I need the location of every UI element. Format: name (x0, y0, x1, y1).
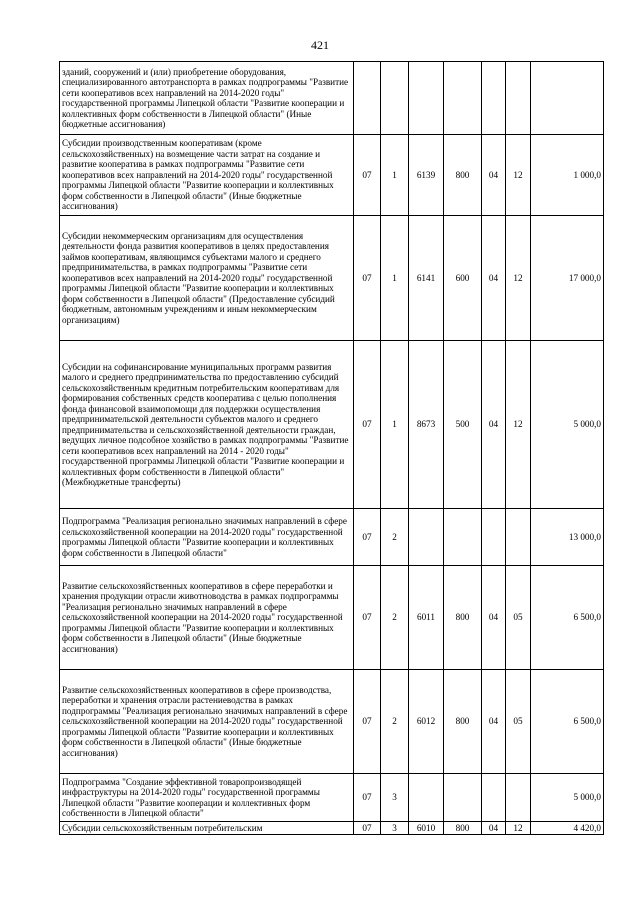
table-row (60, 341, 604, 509)
row-description: Подпрограмма "Реализация регионально значимых направлений в сфере сельскохозяйственной кооперации на 2014-2020 годы" государственной программы Липецкой области "Развитие кооперации и коллективных форм собственности в Липецкой области" (60, 509, 354, 566)
program-code: 07 (354, 670, 381, 774)
subprogram-code: 1 (381, 135, 409, 216)
table-row (60, 670, 604, 774)
amount: 1 000,0 (531, 135, 604, 216)
expense-type-code: 600 (444, 216, 482, 341)
subsection-code (506, 509, 531, 566)
page-number: 421 (311, 38, 329, 52)
expense-type-code: 500 (444, 341, 482, 509)
direction-code: 6139 (409, 135, 444, 216)
direction-code: 6141 (409, 216, 444, 341)
section-code: 04 (482, 216, 506, 341)
program-code: 07 (354, 566, 381, 670)
expense-type-code (444, 509, 482, 566)
program-code: 07 (354, 509, 381, 566)
program-code (354, 62, 381, 135)
program-code: 07 (354, 341, 381, 509)
section-code: 04 (482, 135, 506, 216)
section-code: 04 (482, 670, 506, 774)
expense-type-code: 800 (444, 822, 482, 835)
expense-type-code: 800 (444, 566, 482, 670)
table-row (60, 774, 604, 822)
amount: 6 500,0 (531, 566, 604, 670)
subsection-code: 12 (506, 216, 531, 341)
program-code: 07 (354, 774, 381, 822)
subprogram-code: 3 (381, 774, 409, 822)
subsection-code: 05 (506, 670, 531, 774)
subprogram-code: 2 (381, 509, 409, 566)
section-code (482, 774, 506, 822)
direction-code (409, 62, 444, 135)
amount: 5 000,0 (531, 341, 604, 509)
program-code: 07 (354, 216, 381, 341)
direction-code: 6010 (409, 822, 444, 835)
row-description: Субсидии производственным кооперативам (кроме сельскохозяйственных) на возмещение части затрат на создание и развитие кооператива в рамках подпрограммы "Развитие сети кооперативов всех направлений на 2014-2020 годы" государственной программы Липецкой области "Развитие кооперации и коллективных форм собственности в Липецкой области" (Иные бюджетные ассигнования) (60, 135, 354, 216)
direction-code (409, 509, 444, 566)
direction-code: 6012 (409, 670, 444, 774)
subprogram-code: 3 (381, 822, 409, 835)
expense-type-code: 800 (444, 135, 482, 216)
amount: 6 500,0 (531, 670, 604, 774)
direction-code: 8673 (409, 341, 444, 509)
direction-code: 6011 (409, 566, 444, 670)
expense-type-code (444, 62, 482, 135)
table-row (60, 509, 604, 566)
table-row (60, 135, 604, 216)
row-description: Развитие сельскохозяйственных кооперативов в сфере производства, переработки и хранения отрасли растениеводства в рамках подпрограммы "Реализация регионально значимых направлений в сфере сельскохозяйственной кооперации на 2014-2020 годы" государственной программы Липецкой области "Развитие кооперации и коллективных форм собственности в Липецкой области" (Иные бюджетные ассигнования) (60, 670, 354, 774)
subsection-code (506, 774, 531, 822)
section-code: 04 (482, 566, 506, 670)
subsection-code: 12 (506, 341, 531, 509)
amount: 17 000,0 (531, 216, 604, 341)
table-row (60, 822, 604, 835)
row-description: Субсидии некоммерческим организациям для осуществления деятельности фонда развития кооперативов в целях предоставления займов кооперативам, являющимся субъектами малого и среднего предпринимательства, в рамках подпрограммы "Развитие сети кооперативов всех направлений на 2014-2020 годы" государственной программы Липецкой области "Развитие кооперации и коллективных форм собственности в Липецкой области" (Предоставление субсидий бюджетным, автономным учреждениям и иным некоммерческим организациям) (60, 216, 354, 341)
table-row (60, 566, 604, 670)
subprogram-code: 1 (381, 341, 409, 509)
program-code: 07 (354, 822, 381, 835)
section-code: 04 (482, 341, 506, 509)
row-description: Развитие сельскохозяйственных кооперативов в сфере переработки и хранения продукции отрасли животноводства в рамках подпрограммы "Реализация регионально значимых направлений в сфере сельскохозяйственной кооперации на 2014-2020 годы" государственной программы Липецкой области "Развитие кооперации и коллективных форм собственности в Липецкой области" (Иные бюджетные ассигнования) (60, 566, 354, 670)
amount: 5 000,0 (531, 774, 604, 822)
subsection-code (506, 62, 531, 135)
table-row (60, 62, 604, 135)
row-description: Субсидии сельскохозяйственным потребительским (60, 822, 354, 835)
row-description: Субсидии на софинансирование муниципальных программ развития малого и среднего предпринимательства по предоставлению субсидий сельскохозяйственным кредитным потребительским кооперативам для формирования собственных средств кооператива с целью пополнения фонда финансовой взаимопомощи для поддержки осуществления предпринимательской деятельности субъектов малого и среднего предпринимательства и сельскохозяйственной деятельности граждан, ведущих личное подсобное хозяйство в рамках подпрограммы "Развитие сети кооперативов всех направлений на 2014 - 2020 годы" государственной программы Липецкой области "Развитие кооперации и коллективных форм собственности в Липецкой области" (Межбюджетные трансферты) (60, 341, 354, 509)
amount: 4 420,0 (531, 822, 604, 835)
row-description: зданий, сооружений и (или) приобретение оборудования, специализированного автотранспорта в рамках подпрограммы "Развитие сети кооперативов всех направлений на 2014-2020 годы" государственной программы Липецкой области "Развитие кооперации и коллективных форм собственности в Липецкой области" (Иные бюджетные ассигнования) (60, 62, 354, 135)
budget-table (59, 61, 604, 835)
row-description: Подпрограмма "Создание эффективной товаропроизводящей инфраструктуры на 2014-2020 годы" государственной программы Липецкой области "Развитие кооперации и коллективных форм собственности в Липецкой области" (60, 774, 354, 822)
subprogram-code (381, 62, 409, 135)
subsection-code: 05 (506, 566, 531, 670)
subsection-code: 12 (506, 135, 531, 216)
program-code: 07 (354, 135, 381, 216)
subprogram-code: 2 (381, 670, 409, 774)
amount: 13 000,0 (531, 509, 604, 566)
expense-type-code (444, 774, 482, 822)
amount (531, 62, 604, 135)
section-code: 04 (482, 822, 506, 835)
section-code (482, 509, 506, 566)
direction-code (409, 774, 444, 822)
table-row (60, 216, 604, 341)
subprogram-code: 2 (381, 566, 409, 670)
subsection-code: 12 (506, 822, 531, 835)
subprogram-code: 1 (381, 216, 409, 341)
section-code (482, 62, 506, 135)
expense-type-code: 800 (444, 670, 482, 774)
